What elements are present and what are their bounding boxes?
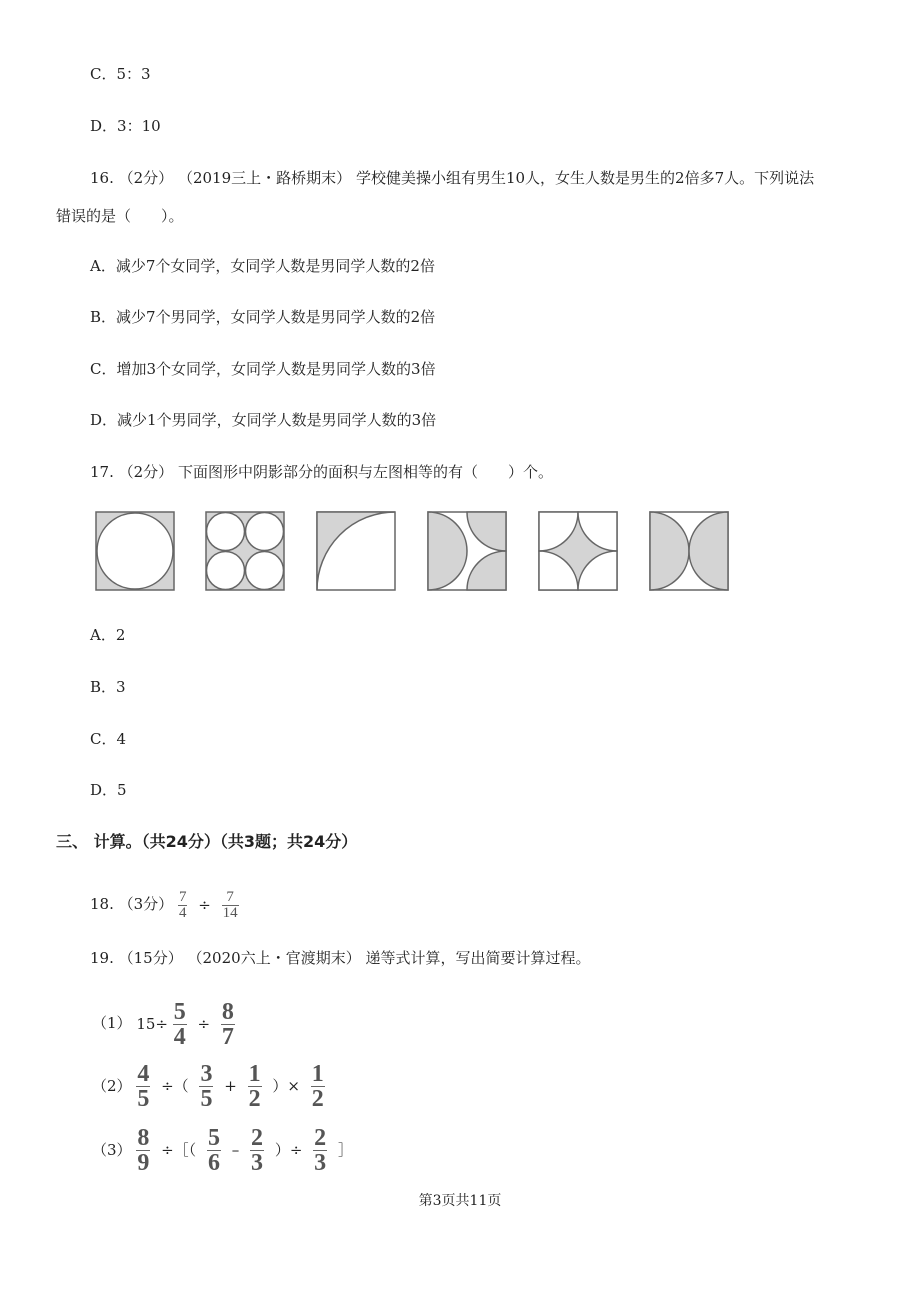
q15-option-c: C．5：3 xyxy=(90,65,151,83)
q16-number: 16. xyxy=(90,169,114,187)
q19-sub3: （3） $\frac{8}{9}$ ÷［（ $\frac{5}{6}$ – $\frac{2}{3}$ ）÷ $\frac{2}{3}$ ］ xyxy=(92,1124,353,1176)
q17-number: 17. xyxy=(90,463,114,481)
q19-sub3-fraction-4: $\frac{2}{3}$ xyxy=(314,1124,327,1176)
figure-two-semicircles xyxy=(648,510,730,592)
q18-score: （3分） xyxy=(118,895,174,913)
figure-four-corner-arcs xyxy=(537,510,619,592)
q19-sub2-fraction-3: $\frac{1}{2}$ xyxy=(248,1060,261,1112)
figure-four-circles xyxy=(204,510,286,592)
q19-stem xyxy=(90,948,591,968)
q17-option-c: C．4 xyxy=(90,730,127,748)
q18-fraction-a: $\frac{7}{4}$ xyxy=(178,888,187,921)
q18-fraction-b: $\frac{7}{14}$ xyxy=(222,888,238,921)
q19-stem-text: 递等式计算，写出简要计算过程。 xyxy=(365,949,591,967)
q19-number: 19. xyxy=(90,949,114,967)
q19-sub3-fraction-3: $\frac{2}{3}$ xyxy=(251,1124,264,1176)
q19-sub2-fraction-2: $\frac{3}{5}$ xyxy=(200,1060,213,1112)
q16-option-b: B．减少7个男同学，女同学人数是男同学人数的2倍 xyxy=(90,308,436,326)
q16-option-c: C．增加3个女同学，女同学人数是男同学人数的3倍 xyxy=(90,360,436,378)
q16-stem-line1: 学校健美操小组有男生10人，女生人数是男生的2倍多7人。下列说法 xyxy=(355,169,815,187)
q18: 18. （3分） $\frac{7}{4}$ ÷ $\frac{7}{14}$ xyxy=(90,888,238,921)
q16-option-d: D．减少1个男同学，女同学人数是男同学人数的3倍 xyxy=(90,411,437,429)
q19-sub2-fraction-1: $\frac{4}{5}$ xyxy=(137,1060,150,1112)
q19-score: （15分） xyxy=(118,949,183,967)
q16-stem xyxy=(90,168,814,188)
figure-inscribed-circle xyxy=(94,510,176,592)
q15-option-d: D．3：10 xyxy=(90,117,161,135)
q16-option-a: A．减少7个女同学，女同学人数是男同学人数的2倍 xyxy=(90,257,435,275)
q16-score: （2分） xyxy=(118,169,174,187)
page-footer: 第3页共11页 xyxy=(418,1193,502,1209)
q17-stem-text: 下面图形中阴影部分的面积与左图相等的有（ ）个。 xyxy=(177,463,553,481)
section-3-title: 三、 计算。（共24分）（共3题；共24分） xyxy=(56,832,358,851)
q17-option-d: D．5 xyxy=(90,781,127,799)
q17-option-b: B．3 xyxy=(90,678,126,696)
q17-stem xyxy=(90,462,553,482)
q17-option-a: A．2 xyxy=(90,626,126,644)
q19-sub2-fraction-4: $\frac{1}{2}$ xyxy=(311,1060,324,1112)
q19-sub3-fraction-1: $\frac{8}{9}$ xyxy=(137,1124,150,1176)
q16-source: （2019三上・路桥期末） xyxy=(177,169,352,187)
figure-quarter-circle xyxy=(315,510,397,592)
q17-score: （2分） xyxy=(118,463,174,481)
q19-source: （2020六上・官渡期末） xyxy=(187,949,361,967)
q19-sub1-fraction-2: $\frac{8}{7}$ xyxy=(221,998,234,1050)
figure-semicircle-quarters xyxy=(426,510,508,592)
q19-sub1: （1） 15÷ $\frac{5}{4}$ ÷ $\frac{8}{7}$ xyxy=(92,998,234,1050)
q19-sub1-fraction-1: $\frac{5}{4}$ xyxy=(173,998,186,1050)
q19-sub2: （2） $\frac{4}{5}$ ÷（ $\frac{3}{5}$ + $\frac{1}{2}$ ）× $\frac{1}{2}$ xyxy=(92,1060,324,1112)
q16-stem-line2: 错误的是（ ）。 xyxy=(56,207,184,225)
q19-sub3-fraction-2: $\frac{5}{6}$ xyxy=(207,1124,220,1176)
q18-number: 18. xyxy=(90,895,114,913)
